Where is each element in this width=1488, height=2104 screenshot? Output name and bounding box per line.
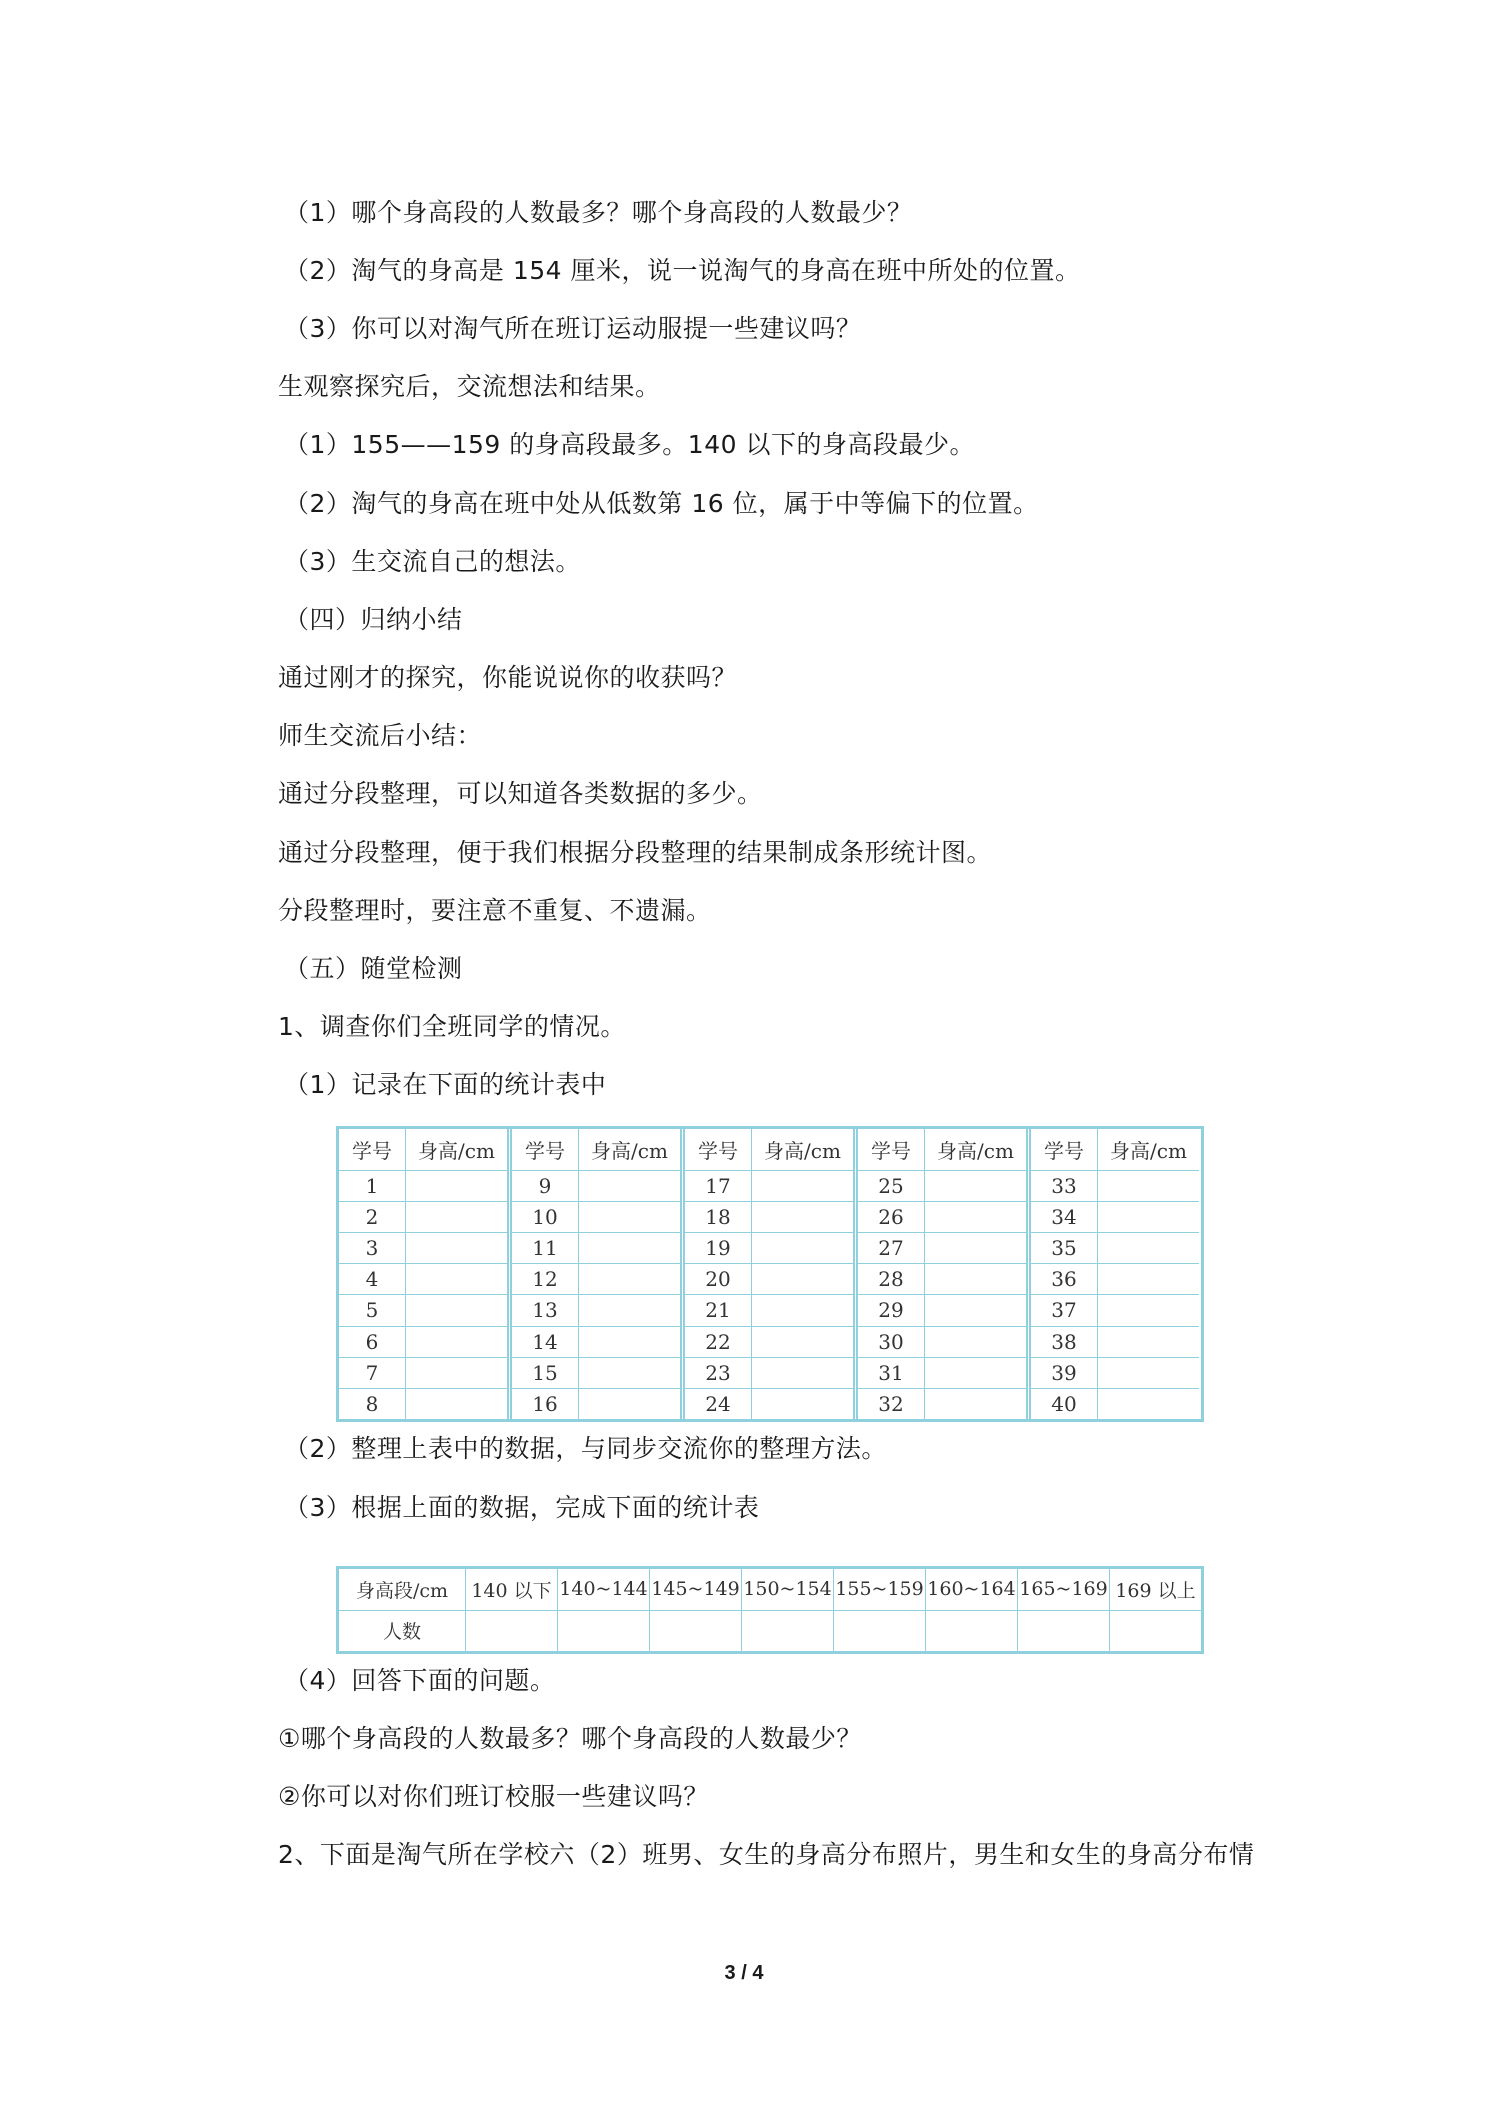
height-entry-cell[interactable] [406,1263,507,1294]
student-number-cell: 40 [1031,1388,1097,1419]
height-column [1097,1129,1199,1419]
height-entry-cell[interactable] [579,1357,680,1388]
student-number-column [512,1129,578,1419]
height-entry-cell[interactable] [752,1263,853,1294]
height-column [751,1129,853,1419]
height-record-table [336,1126,1204,1422]
paragraph-line: 1、调查你们全班同学的情况。 [278,1012,626,1041]
paragraph-line: 通过刚才的探究，你能说说你的收获吗？ [278,663,738,692]
student-number-cell: 30 [858,1326,924,1357]
student-number-cell: 9 [512,1170,578,1201]
paragraph-line: （1）哪个身高段的人数最多？哪个身高段的人数最少？ [284,198,913,227]
height-band-header: 145~149 [649,1569,741,1610]
count-entry-cell[interactable] [1017,1611,1109,1652]
height-entry-cell[interactable] [1098,1357,1199,1388]
height-column [924,1129,1026,1419]
height-band-header: 150~154 [741,1569,833,1610]
height-entry-cell[interactable] [579,1388,680,1419]
height-entry-cell[interactable] [752,1294,853,1325]
student-number-cell: 8 [339,1388,405,1419]
student-number-cell: 25 [858,1170,924,1201]
paragraph-line: （2）整理上表中的数据，与同步交流你的整理方法。 [284,1434,887,1463]
count-entry-cell[interactable] [649,1611,741,1652]
student-number-cell: 22 [685,1326,751,1357]
height-entry-cell[interactable] [752,1357,853,1388]
student-number-cell: 21 [685,1294,751,1325]
paragraph-line: （五）随堂检测 [284,954,463,983]
paragraph-line: （4）回答下面的问题。 [284,1666,556,1695]
paragraph-line: 师生交流后小结： [278,721,483,750]
header-student-number: 学号 [698,1138,738,1163]
paragraph-line: （3）生交流自己的想法。 [284,547,581,576]
student-number-column [1031,1129,1097,1419]
height-entry-cell[interactable] [925,1201,1026,1232]
paragraph-line: 分段整理时，要注意不重复、不遗漏。 [278,896,712,925]
height-entry-cell[interactable] [579,1201,680,1232]
height-band-header: 140 以下 [465,1569,557,1610]
count-entry-cell[interactable] [833,1611,925,1652]
header-height: 身高/cm [764,1138,841,1163]
student-number-column [858,1129,924,1419]
height-entry-cell[interactable] [579,1232,680,1263]
paragraph-line: （1）记录在下面的统计表中 [284,1070,607,1099]
summary-row-label: 人数 [382,1621,421,1644]
student-number-cell: 37 [1031,1294,1097,1325]
count-entry-cell[interactable] [557,1611,649,1652]
student-number-cell: 31 [858,1357,924,1388]
header-student-number: 学号 [352,1138,392,1163]
student-number-cell: 33 [1031,1170,1097,1201]
student-number-cell: 1 [339,1170,405,1201]
student-number-cell: 10 [512,1201,578,1232]
student-number-cell: 12 [512,1263,578,1294]
student-number-column [685,1129,751,1419]
height-entry-cell[interactable] [752,1388,853,1419]
summary-header-row [339,1569,1201,1610]
student-number-cell: 20 [685,1263,751,1294]
height-entry-cell[interactable] [1098,1326,1199,1357]
student-number-cell: 18 [685,1201,751,1232]
student-number-cell: 26 [858,1201,924,1232]
student-number-cell: 6 [339,1326,405,1357]
paragraph-line: 通过分段整理，便于我们根据分段整理的结果制成条形统计图。 [278,838,993,867]
height-entry-cell[interactable] [1098,1232,1199,1263]
height-band-header: 169 以上 [1109,1569,1201,1610]
height-entry-cell[interactable] [925,1232,1026,1263]
count-entry-cell[interactable] [925,1611,1017,1652]
height-entry-cell[interactable] [579,1170,680,1201]
student-number-cell: 38 [1031,1326,1097,1357]
count-entry-cell[interactable] [465,1611,557,1652]
height-column [405,1129,507,1419]
height-entry-cell[interactable] [1098,1263,1199,1294]
height-entry-cell[interactable] [406,1201,507,1232]
student-number-cell: 34 [1031,1201,1097,1232]
count-entry-cell[interactable] [1109,1611,1201,1652]
height-entry-cell[interactable] [579,1326,680,1357]
student-number-cell: 32 [858,1388,924,1419]
height-entry-cell[interactable] [406,1170,507,1201]
height-entry-cell[interactable] [406,1232,507,1263]
header-height: 身高/cm [591,1138,668,1163]
student-number-cell: 24 [685,1388,751,1419]
student-number-cell: 3 [339,1232,405,1263]
height-entry-cell[interactable] [406,1357,507,1388]
student-number-cell: 5 [339,1294,405,1325]
height-entry-cell[interactable] [925,1263,1026,1294]
height-entry-cell[interactable] [406,1326,507,1357]
height-entry-cell[interactable] [579,1263,680,1294]
student-number-cell: 39 [1031,1357,1097,1388]
height-entry-cell[interactable] [1098,1388,1199,1419]
height-entry-cell[interactable] [752,1326,853,1357]
record-column-group [339,1129,507,1419]
student-number-cell: 23 [685,1357,751,1388]
paragraph-line: （2）淘气的身高是 154 厘米，说一说淘气的身高在班中所处的位置。 [284,256,1081,285]
student-number-cell: 29 [858,1294,924,1325]
paragraph-line: 2、下面是淘气所在学校六（2）班男、女生的身高分布照片，男生和女生的身高分布情 [278,1840,1255,1869]
student-number-cell: 19 [685,1232,751,1263]
height-entry-cell[interactable] [752,1170,853,1201]
header-student-number: 学号 [1044,1138,1084,1163]
student-number-cell: 35 [1031,1232,1097,1263]
student-number-cell: 11 [512,1232,578,1263]
height-band-header: 165~169 [1017,1569,1109,1610]
paragraph-line: 通过分段整理，可以知道各类数据的多少。 [278,779,763,808]
paragraph-line: （四）归纳小结 [284,605,463,634]
paragraph-line: （1）155——159 的身高段最多。140 以下的身高段最少。 [284,430,975,459]
height-band-header: 140~144 [557,1569,649,1610]
height-entry-cell[interactable] [1098,1170,1199,1201]
count-entry-cell[interactable] [741,1611,833,1652]
height-band-header: 160~164 [925,1569,1017,1610]
paragraph-line: 生观察探究后，交流想法和结果。 [278,372,661,401]
paragraph-line: （3）根据上面的数据，完成下面的统计表 [284,1493,760,1522]
record-column-group [507,1129,680,1419]
student-number-cell: 28 [858,1263,924,1294]
height-entry-cell[interactable] [579,1294,680,1325]
student-number-cell: 2 [339,1201,405,1232]
student-number-cell: 36 [1031,1263,1097,1294]
header-height: 身高/cm [1110,1138,1187,1163]
height-entry-cell[interactable] [925,1294,1026,1325]
student-number-cell: 14 [512,1326,578,1357]
record-column-group [1026,1129,1199,1419]
paragraph-line: （2）淘气的身高在班中处从低数第 16 位，属于中等偏下的位置。 [284,489,1039,518]
header-height: 身高/cm [937,1138,1014,1163]
record-column-group [680,1129,853,1419]
height-entry-cell[interactable] [1098,1201,1199,1232]
height-entry-cell[interactable] [925,1326,1026,1357]
header-student-number: 学号 [871,1138,911,1163]
height-column [578,1129,680,1419]
height-entry-cell[interactable] [1098,1294,1199,1325]
height-entry-cell[interactable] [925,1170,1026,1201]
student-number-cell: 17 [685,1170,751,1201]
height-entry-cell[interactable] [406,1388,507,1419]
paragraph-line: ①哪个身高段的人数最多？哪个身高段的人数最少？ [278,1724,862,1753]
paragraph-line: （3）你可以对淘气所在班订运动服提一些建议吗？ [284,314,862,343]
header-student-number: 学号 [525,1138,565,1163]
height-entry-cell[interactable] [925,1357,1026,1388]
student-number-cell: 15 [512,1357,578,1388]
paragraph-line: ②你可以对你们班订校服一些建议吗？ [278,1782,709,1811]
student-number-cell: 27 [858,1232,924,1263]
student-number-cell: 7 [339,1357,405,1388]
height-entry-cell[interactable] [406,1294,507,1325]
height-summary-table [336,1566,1204,1654]
height-entry-cell[interactable] [925,1388,1026,1419]
height-entry-cell[interactable] [752,1201,853,1232]
student-number-cell: 16 [512,1388,578,1419]
student-number-column [339,1129,405,1419]
student-number-cell: 13 [512,1294,578,1325]
header-height: 身高/cm [418,1138,495,1163]
summary-count-row [339,1610,1201,1652]
page-number: 3 / 4 [724,1962,764,1984]
height-entry-cell[interactable] [752,1232,853,1263]
height-band-header: 155~159 [833,1569,925,1610]
student-number-cell: 4 [339,1263,405,1294]
record-column-group [853,1129,1026,1419]
summary-row-label: 身高段/cm [355,1579,449,1602]
